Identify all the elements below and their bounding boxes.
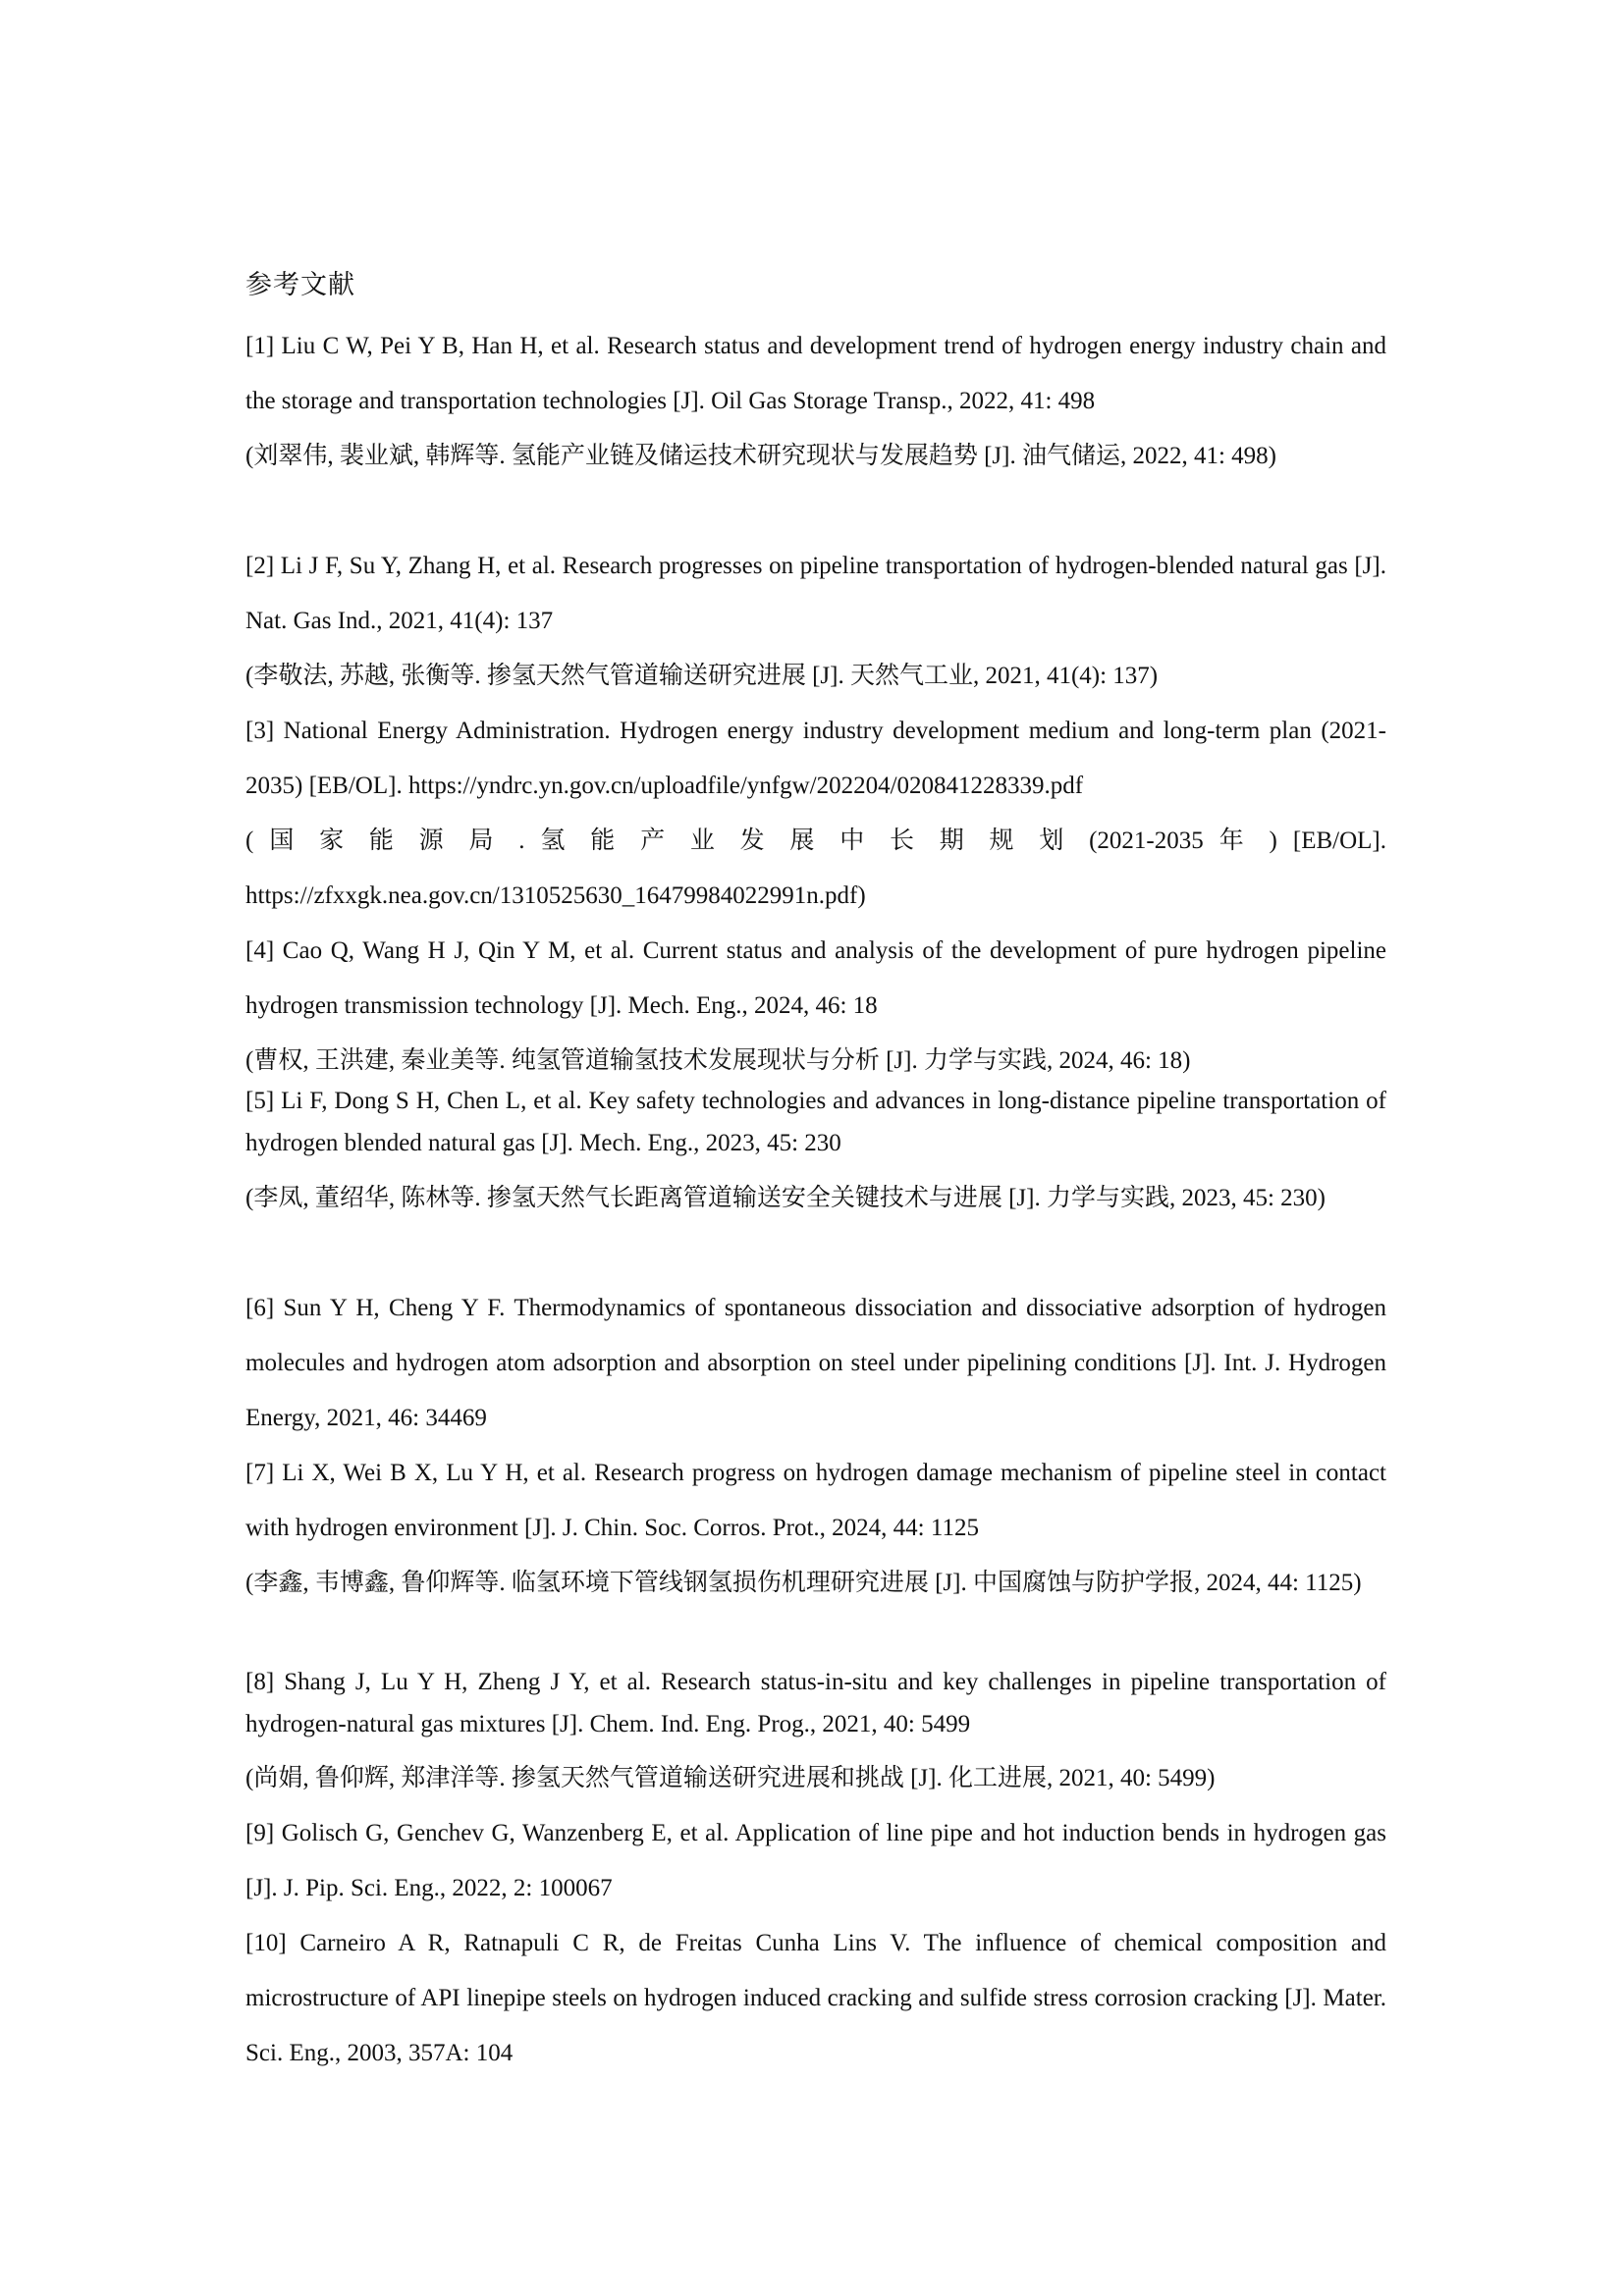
reference-8-en: [8] Shang J, Lu Y H, Zheng J Y, et al. Research status-in-situ and key challenges in pipeline transportation of hydrogen-natural gas mixtures [J]. Chem. Ind. Eng. Prog., 2021, 40: 5499 (245, 1669, 1386, 1737)
reference-5-en: [5] Li F, Dong S H, Chen L, et al. Key safety technologies and advances in long-distance pipeline transportation of hydrogen blended natural gas [J]. Mech. Eng., 2023, 45: 230 (245, 1088, 1386, 1156)
reference-2-zh: (李敬法, 苏越, 张衡等. 掺氢天然气管道输送研究进展 [J]. 天然气工业, 2021, 41(4): 137) (245, 663, 1159, 689)
reference-10-en: [10] Carneiro A R, Ratnapuli C R, de Freitas Cunha Lins V. The influence of chemical composition and microstructure of API linepipe steels on hydrogen induced cracking and sulfide stress corrosion cracking [J]. Mater. Sci. Eng., 2003, 357A: 104 (245, 1930, 1386, 2066)
reference-3-en: [3] National Energy Administration. Hydrogen energy industry development medium and long-term plan (2021-2035) [EB/OL]. https://yndrc.yn.gov.cn/uploadfile/ynfgw/202204/020841228339.pdf (245, 718, 1386, 799)
reference-1-zh: (刘翠伟, 裴业斌, 韩辉等. 氢能产业链及储运技术研究现状与发展趋势 [J]. 油气储运, 2022, 41: 498) (245, 443, 1276, 469)
reference-3-zh-line2: https://zfxxgk.nea.gov.cn/1310525630_16479984022991n.pdf) (245, 882, 866, 909)
reference-6-en: [6] Sun Y H, Cheng Y F. Thermodynamics of spontaneous dissociation and dissociative adsorption of hydrogen molecules and hydrogen atom adsorption and absorption on steel under pipelining conditions [J]. Int. J. Hydrogen Energy, 2021, 46: 34469 (245, 1295, 1386, 1431)
reference-2-en: [2] Li J F, Su Y, Zhang H, et al. Research progresses on pipeline transportation of hydrogen-blended natural gas [J]. Nat. Gas Ind., 2021, 41(4): 137 (245, 553, 1386, 634)
reference-7-zh: (李鑫, 韦博鑫, 鲁仰辉等. 临氢环境下管线钢氢损伤机理研究进展 [J]. 中国腐蚀与防护学报, 2024, 44: 1125) (245, 1570, 1362, 1596)
reference-4-zh: (曹权, 王洪建, 秦业美等. 纯氢管道输氢技术发展现状与分析 [J]. 力学与实践, 2024, 46: 18) (245, 1047, 1191, 1074)
reference-5-zh: (李凤, 董绍华, 陈林等. 掺氢天然气长距离管道输送安全关键技术与进展 [J]. 力学与实践, 2023, 45: 230) (245, 1185, 1326, 1211)
references-heading: 参考文献 (245, 270, 355, 299)
reference-9-en: [9] Golisch G, Genchev G, Wanzenberg E, et al. Application of line pipe and hot induction bends in hydrogen gas [J]. J. Pip. Sci. Eng., 2022, 2: 100067 (245, 1820, 1386, 1901)
reference-3-zh-line1: ( 国 家 能 源 局 . 氢 能 产 业 发 展 中 长 期 规 划 (2021-2035 年 ) [EB/OL]. (245, 828, 1386, 854)
reference-1-en: [1] Liu C W, Pei Y B, Han H, et al. Research status and development trend of hydrogen energy industry chain and the storage and transportation technologies [J]. Oil Gas Storage Transp., 2022, 41: 498 (245, 333, 1386, 414)
reference-4-en: [4] Cao Q, Wang H J, Qin Y M, et al. Current status and analysis of the development of pure hydrogen pipeline hydrogen transmission technology [J]. Mech. Eng., 2024, 46: 18 (245, 937, 1386, 1019)
reference-8-zh: (尚娟, 鲁仰辉, 郑津洋等. 掺氢天然气管道输送研究进展和挑战 [J]. 化工进展, 2021, 40: 5499) (245, 1765, 1216, 1791)
reference-7-en: [7] Li X, Wei B X, Lu Y H, et al. Research progress on hydrogen damage mechanism of pipeline steel in contact with hydrogen environment [J]. J. Chin. Soc. Corros. Prot., 2024, 44: 1125 (245, 1460, 1386, 1541)
